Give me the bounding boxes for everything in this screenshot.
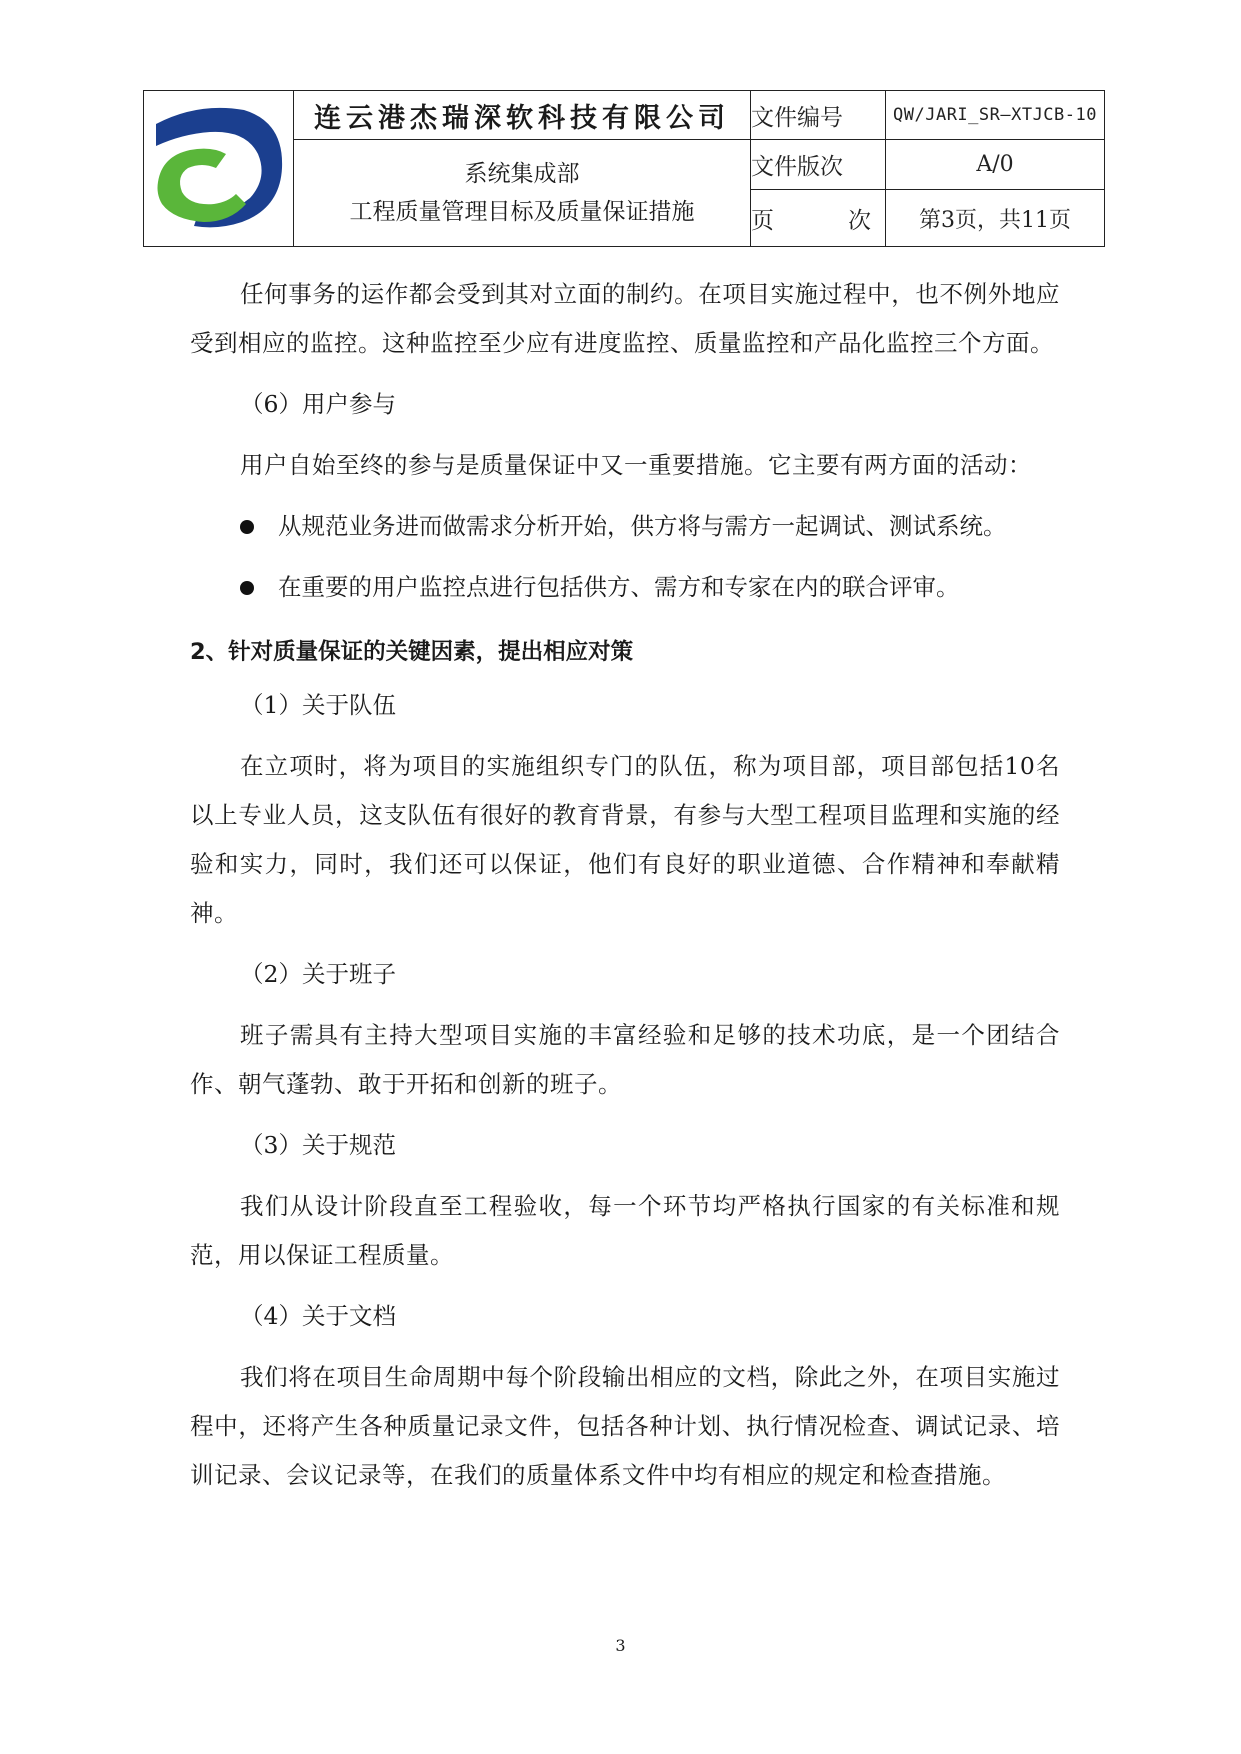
department-title-cell [294, 140, 751, 247]
doc-number-value: QW/JARI_SR—XTJCB-10 [886, 91, 1105, 140]
paragraph-leadership: 班子需具有主持大型项目实施的丰富经验和足够的技术功底，是一个团结合作、朝气蓬勃、敢于开拓和创新的班子。 [190, 1021, 1060, 1098]
page-value: 第3页，共11页 [886, 190, 1105, 247]
bullet-dot-icon [240, 581, 254, 595]
page-label-char-2: 次 [848, 207, 871, 234]
bullet-item [190, 563, 1060, 612]
bullet-text: 从规范业务进而做需求分析开始，供方将与需方一起调试、测试系统。 [278, 512, 1007, 540]
paragraph-standards: 我们从设计阶段直至工程验收，每一个环节均严格执行国家的有关标准和规范，用以保证工程质量。 [190, 1192, 1060, 1269]
logo-cell [144, 91, 294, 247]
subheading-team: （1）关于队伍 [240, 691, 396, 719]
department-name: 系统集成部 [464, 161, 580, 187]
subheading-leadership: （2）关于班子 [240, 960, 396, 988]
subheading-user-participation: （6）用户参与 [240, 390, 396, 418]
subheading-documents: （4）关于文档 [240, 1302, 396, 1330]
page-label [751, 190, 886, 247]
version-value: A/0 [886, 140, 1105, 190]
page-number: 3 [615, 1636, 626, 1655]
paragraph-team: 在立项时，将为项目的实施组织专门的队伍，称为项目部，项目部包括10名以上专业人员，这支队伍有很好的教育背景，有参与大型工程项目监理和实施的经验和实力，同时，我们还可以保证，他们有良好的职业道德、合作精神和奉献精神。 [190, 752, 1060, 927]
paragraph-monitoring: 任何事务的运作都会受到其对立面的制约。在项目实施过程中，也不例外地应受到相应的监控。这种监控至少应有进度监控、质量监控和产品化监控三个方面。 [190, 280, 1060, 357]
paragraph-user-participation: 用户自始至终的参与是质量保证中又一重要措施。它主要有两方面的活动： [240, 451, 1032, 479]
paragraph-documents: 我们将在项目生命周期中每个阶段输出相应的文档，除此之外，在项目实施过程中，还将产生各种质量记录文件，包括各种计划、执行情况检查、调试记录、培训记录、会议记录等，在我们的质量体系文件中均有相应的规定和检查措施。 [190, 1363, 1060, 1489]
subheading-standards: （3）关于规范 [240, 1131, 396, 1159]
company-name: 连云港杰瑞深软科技有限公司 [294, 91, 751, 140]
document-header-table [143, 90, 1105, 247]
bullet-item [190, 502, 1060, 551]
company-logo-icon [152, 102, 286, 232]
document-body [190, 270, 1060, 1500]
bullet-text: 在重要的用户监控点进行包括供方、需方和专家在内的联合评审。 [278, 573, 960, 601]
document-title: 工程质量管理目标及质量保证措施 [349, 199, 695, 225]
doc-number-label: 文件编号 [751, 91, 886, 140]
section-heading-2: 2、针对质量保证的关键因素，提出相应对策 [190, 639, 634, 665]
version-label: 文件版次 [751, 140, 886, 190]
bullet-dot-icon [240, 520, 254, 534]
page-label-char-1: 页 [751, 207, 774, 234]
